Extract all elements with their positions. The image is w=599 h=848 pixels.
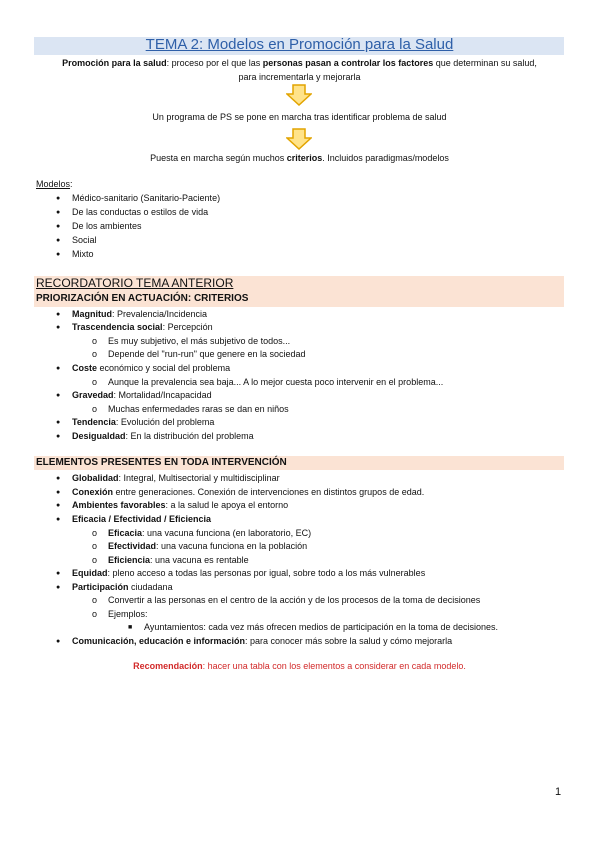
elemento-text: : Integral, Multisectorial y multidisciplinar [118, 473, 280, 483]
elemento-comunicacion [72, 635, 452, 648]
sub-bullet-icon: o [92, 595, 98, 605]
intro-line-1 [0, 56, 599, 70]
elemento-conexion [72, 486, 424, 499]
elemento-label: Efectividad [108, 541, 157, 551]
elemento-label: Equidad [72, 568, 108, 578]
elemento-eficiencia [108, 554, 249, 567]
bullet-icon: ● [56, 392, 61, 399]
elemento-label: Eficiencia [108, 555, 151, 565]
bullet-icon: ● [56, 502, 61, 509]
elemento-text: ciudadana [128, 582, 173, 592]
step-2-pre: Puesta en marcha según muchos [150, 153, 287, 163]
elemento-equidad [72, 567, 425, 580]
intro-term: Promoción para la salud [62, 58, 167, 68]
trascendencia-sub: Es muy subjetivo, el más subjetivo de todos... [108, 336, 291, 346]
elemento-eficacia [108, 527, 311, 540]
sub-bullet-icon: o [92, 609, 98, 619]
page-title: TEMA 2: Modelos en Promoción para la Salud [145, 36, 454, 53]
gravedad-sub: Muchas enfermedades raras se dan en niños [108, 404, 289, 414]
sub-bullet-icon: o [92, 336, 98, 346]
bullet-icon: ● [56, 223, 61, 230]
elemento-participacion [72, 581, 173, 594]
elemento-label: Globalidad [72, 473, 119, 483]
model-item: De los ambientes [72, 221, 142, 231]
participacion-ejemplo: Ayuntamientos: cada vez más ofrecen medios de participación en la toma de decisiones. [144, 622, 499, 632]
criterio-label: Coste [72, 363, 98, 373]
sub-bullet-icon: o [92, 555, 98, 565]
elemento-label: Ambientes favorables [72, 500, 166, 510]
bullet-icon: ● [56, 237, 61, 244]
elemento-text: : una vacuna funciona en la población [156, 541, 308, 551]
elemento-text: : una vacuna funciona (en laboratorio, EC) [142, 528, 312, 538]
step-2-post: . Incluidos paradigmas/modelos [322, 153, 449, 163]
recomendacion [0, 661, 599, 671]
elementos-heading: ELEMENTOS PRESENTES EN TODA INTERVENCIÓN [36, 457, 287, 468]
bullet-icon: ● [56, 433, 61, 440]
elemento-label: Conexión [72, 487, 114, 497]
criterio-text: : Prevalencia/Incidencia [112, 309, 208, 319]
bullet-icon: ● [56, 324, 61, 331]
intro-line-2: para incrementarla y mejorarla [238, 72, 361, 82]
elemento-efectividad [108, 540, 307, 553]
bullet-icon: ● [56, 195, 61, 202]
criterio-desigualdad [72, 430, 254, 443]
recomendacion-text: : hacer una tabla con los elementos a considerar en cada modelo. [202, 661, 466, 671]
criterio-label: Trascendencia social [72, 322, 163, 332]
step-2 [0, 151, 599, 165]
bullet-icon: ● [56, 251, 61, 258]
criterio-text: : En la distribución del problema [125, 431, 254, 441]
models-heading-text: Modelos [36, 179, 71, 189]
step-2-bold: criterios [286, 153, 323, 163]
bullet-icon: ● [56, 584, 61, 591]
bullet-icon: ● [56, 570, 61, 577]
sub-bullet-icon: o [92, 404, 98, 414]
coste-sub: Aunque la prevalencia sea baja... A lo mejor cuesta poco intervenir en el problema... [108, 377, 444, 387]
criterio-trascendencia [72, 321, 213, 334]
step-1: Un programa de PS se pone en marcha tras identificar problema de salud [152, 112, 447, 122]
criterio-text: : Mortalidad/Incapacidad [113, 390, 212, 400]
down-arrow-icon [286, 128, 312, 150]
criterio-tendencia [72, 416, 214, 429]
participacion-sub: Ejemplos: [108, 609, 148, 619]
sub-bullet-icon: o [92, 528, 98, 538]
intro-text-1: : proceso por el que las [166, 58, 263, 68]
elemento-text: : una vacuna es rentable [150, 555, 249, 565]
criterio-label: Desigualdad [72, 431, 126, 441]
recordatorio-heading: RECORDATORIO TEMA ANTERIOR [36, 276, 234, 290]
elemento-ambientes [72, 499, 288, 512]
intro-bold: personas pasan a controlar los factores [262, 58, 434, 68]
page-number: 1 [555, 786, 562, 798]
elemento-globalidad [72, 472, 280, 485]
model-item: De las conductas o estilos de vida [72, 207, 209, 217]
criterio-coste [72, 362, 230, 375]
model-item: Médico-sanitario (Sanitario-Paciente) [72, 193, 221, 203]
sub-bullet-icon: o [92, 541, 98, 551]
elemento-text: entre generaciones. Conexión de intervenciones en distintos grupos de edad. [113, 487, 425, 497]
elemento-label: Eficacia [108, 528, 143, 538]
criterio-gravedad [72, 389, 212, 402]
sub-bullet-icon: o [92, 377, 98, 387]
bullet-icon: ■ [128, 624, 133, 631]
criterio-label: Tendencia [72, 417, 116, 427]
sub-bullet-icon: o [92, 349, 98, 359]
bullet-icon: ● [56, 489, 61, 496]
priorizacion-heading: PRIORIZACIÓN EN ACTUACIÓN: CRITERIOS [36, 293, 249, 304]
bullet-icon: ● [56, 365, 61, 372]
elemento-label: Comunicación, educación e información [72, 636, 246, 646]
elemento-text: : a la salud le apoya el entorno [165, 500, 289, 510]
criterio-text: económico y social del problema [97, 363, 231, 373]
bullet-icon: ● [56, 638, 61, 645]
elemento-label: Participación [72, 582, 129, 592]
bullet-icon: ● [56, 311, 61, 318]
model-item: Mixto [72, 249, 94, 259]
bullet-icon: ● [56, 516, 61, 523]
criterio-label: Magnitud [72, 309, 112, 319]
models-heading: Modelos: [36, 179, 73, 189]
intro-text-2: que determinan su salud, [433, 58, 537, 68]
recomendacion-label: Recomendación [133, 661, 203, 671]
criterio-text: : Evolución del problema [115, 417, 215, 427]
elemento-eficacia-heading [72, 513, 211, 526]
elemento-label: Eficacia / Efectividad / Eficiencia [72, 514, 212, 524]
criterio-magnitud [72, 308, 207, 321]
model-item: Social [72, 235, 97, 245]
bullet-icon: ● [56, 419, 61, 426]
bullet-icon: ● [56, 209, 61, 216]
elemento-text: : para conocer más sobre la salud y cómo mejorarla [245, 636, 453, 646]
down-arrow-icon [286, 84, 312, 106]
criterio-text: : Percepción [162, 322, 213, 332]
trascendencia-sub: Depende del "run-run" que genere en la sociedad [108, 349, 306, 359]
bullet-icon: ● [56, 475, 61, 482]
participacion-sub: Convertir a las personas en el centro de la acción y de los procesos de la toma de decisiones [108, 595, 481, 605]
elemento-text: : pleno acceso a todas las personas por igual, sobre todo a los más vulnerables [107, 568, 426, 578]
criterio-label: Gravedad [72, 390, 114, 400]
